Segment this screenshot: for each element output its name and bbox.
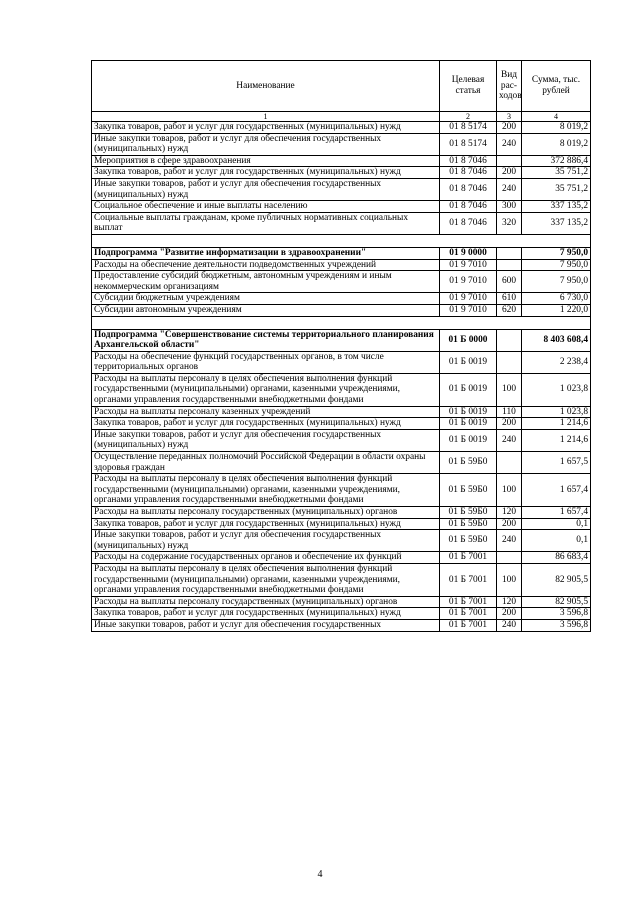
spacer-cell bbox=[92, 316, 591, 329]
row-sum: 1 657,4 bbox=[522, 507, 591, 519]
table-row bbox=[92, 271, 591, 293]
table-row bbox=[92, 418, 591, 430]
row-sum: 1 214,6 bbox=[522, 418, 591, 430]
row-sum: 2 238,4 bbox=[522, 351, 591, 373]
row-expense-kind bbox=[497, 259, 522, 271]
row-sum: 0,1 bbox=[522, 530, 591, 552]
row-expense-kind: 240 bbox=[497, 530, 522, 552]
row-target-article: 01 8 7046 bbox=[440, 201, 497, 213]
row-name: Подпрограмма "Совершенствование системы территориального планирования Архангельской области" bbox=[92, 329, 440, 351]
row-sum: 3 596,8 bbox=[522, 608, 591, 620]
table-row bbox=[92, 619, 591, 631]
row-expense-kind bbox=[497, 351, 522, 373]
row-target-article: 01 Б 7001 bbox=[440, 608, 497, 620]
row-name: Расходы на выплаты персоналу в целях обеспечения выполнения функций государственными (муниципальными) органами, казенными учреждениями, органами управления государственными внебюджетными фондами bbox=[92, 563, 440, 596]
table-row bbox=[92, 304, 591, 316]
spacer-row bbox=[92, 234, 591, 247]
row-target-article: 01 8 5174 bbox=[440, 122, 497, 134]
table-row bbox=[92, 474, 591, 507]
row-target-article: 01 9 7010 bbox=[440, 293, 497, 305]
row-target-article: 01 8 7046 bbox=[440, 212, 497, 234]
row-sum: 1 023,8 bbox=[522, 406, 591, 418]
column-number: 4 bbox=[522, 112, 591, 122]
header-name: Наименование bbox=[92, 61, 440, 112]
row-expense-kind: 100 bbox=[497, 474, 522, 507]
row-name: Закупка товаров, работ и услуг для государственных (муниципальных) нужд bbox=[92, 122, 440, 134]
row-target-article: 01 Б 59Б0 bbox=[440, 452, 497, 474]
row-sum: 8 403 608,4 bbox=[522, 329, 591, 351]
row-expense-kind bbox=[497, 329, 522, 351]
row-expense-kind: 240 bbox=[497, 429, 522, 451]
row-expense-kind: 240 bbox=[497, 178, 522, 200]
table-row bbox=[92, 133, 591, 155]
column-number: 2 bbox=[440, 112, 497, 122]
row-name: Осуществление переданных полномочий Российской Федерации в области охраны здоровья граждан bbox=[92, 452, 440, 474]
row-name: Подпрограмма "Развитие информатизации в здравоохранении" bbox=[92, 247, 440, 259]
row-sum: 372 886,4 bbox=[522, 155, 591, 167]
row-sum: 86 683,4 bbox=[522, 552, 591, 564]
row-name: Расходы на выплаты персоналу государственных (муниципальных) органов bbox=[92, 596, 440, 608]
header-target-article: Целевая статья bbox=[440, 61, 497, 112]
row-target-article: 01 Б 0019 bbox=[440, 373, 497, 406]
row-sum: 1 657,5 bbox=[522, 452, 591, 474]
row-name: Закупка товаров, работ и услуг для государственных (муниципальных) нужд bbox=[92, 418, 440, 430]
budget-table bbox=[91, 60, 591, 632]
row-target-article: 01 Б 0019 bbox=[440, 429, 497, 451]
table-row bbox=[92, 178, 591, 200]
table-row bbox=[92, 373, 591, 406]
row-sum: 337 135,2 bbox=[522, 201, 591, 213]
table-row bbox=[92, 167, 591, 179]
row-target-article: 01 Б 0019 bbox=[440, 406, 497, 418]
row-name: Расходы на обеспечение функций государственных органов, в том числе территориальных органов bbox=[92, 351, 440, 373]
row-sum: 0,1 bbox=[522, 518, 591, 530]
row-expense-kind: 240 bbox=[497, 133, 522, 155]
row-expense-kind: 120 bbox=[497, 507, 522, 519]
table-row bbox=[92, 452, 591, 474]
row-expense-kind: 610 bbox=[497, 293, 522, 305]
row-target-article: 01 Б 59Б0 bbox=[440, 507, 497, 519]
row-expense-kind bbox=[497, 452, 522, 474]
table-row bbox=[92, 212, 591, 234]
table-row bbox=[92, 155, 591, 167]
row-sum: 35 751,2 bbox=[522, 167, 591, 179]
row-sum: 1 657,4 bbox=[522, 474, 591, 507]
row-expense-kind: 200 bbox=[497, 608, 522, 620]
subprogram-row bbox=[92, 329, 591, 351]
row-name: Социальные выплаты гражданам, кроме публичных нормативных социальных выплат bbox=[92, 212, 440, 234]
header-expense-kind: Вид рас-ходов bbox=[497, 61, 522, 112]
row-target-article: 01 Б 0019 bbox=[440, 351, 497, 373]
row-name: Закупка товаров, работ и услуг для государственных (муниципальных) нужд bbox=[92, 518, 440, 530]
row-target-article: 01 Б 59Б0 bbox=[440, 518, 497, 530]
table-row bbox=[92, 530, 591, 552]
table-row bbox=[92, 563, 591, 596]
row-name: Иные закупки товаров, работ и услуг для обеспечения государственных (муниципальных) нужд bbox=[92, 530, 440, 552]
row-target-article: 01 Б 59Б0 bbox=[440, 530, 497, 552]
row-sum: 3 596,8 bbox=[522, 619, 591, 631]
row-target-article: 01 9 7010 bbox=[440, 259, 497, 271]
row-name: Иные закупки товаров, работ и услуг для обеспечения государственных (муниципальных) нужд bbox=[92, 429, 440, 451]
row-sum: 35 751,2 bbox=[522, 178, 591, 200]
row-expense-kind bbox=[497, 552, 522, 564]
row-name: Расходы на обеспечение деятельности подведомственных учреждений bbox=[92, 259, 440, 271]
row-sum: 337 135,2 bbox=[522, 212, 591, 234]
row-target-article: 01 Б 7001 bbox=[440, 619, 497, 631]
spacer-row bbox=[92, 316, 591, 329]
row-target-article: 01 Б 7001 bbox=[440, 563, 497, 596]
row-name: Расходы на выплаты персоналу в целях обеспечения выполнения функций государственными (муниципальными) органами, казенными учреждениями, органами управления государственными внебюджетными фондами bbox=[92, 474, 440, 507]
row-expense-kind: 100 bbox=[497, 373, 522, 406]
row-sum: 8 019,2 bbox=[522, 133, 591, 155]
row-name: Субсидии бюджетным учреждениям bbox=[92, 293, 440, 305]
row-expense-kind: 300 bbox=[497, 201, 522, 213]
table-row bbox=[92, 552, 591, 564]
row-target-article: 01 Б 7001 bbox=[440, 552, 497, 564]
table-row bbox=[92, 518, 591, 530]
row-expense-kind: 600 bbox=[497, 271, 522, 293]
row-sum: 82 905,5 bbox=[522, 563, 591, 596]
row-sum: 7 950,0 bbox=[522, 247, 591, 259]
spacer-cell bbox=[92, 234, 591, 247]
column-number: 1 bbox=[92, 112, 440, 122]
row-sum: 6 730,0 bbox=[522, 293, 591, 305]
row-expense-kind: 240 bbox=[497, 619, 522, 631]
row-expense-kind: 620 bbox=[497, 304, 522, 316]
row-sum: 7 950,0 bbox=[522, 259, 591, 271]
row-target-article: 01 Б 59Б0 bbox=[440, 474, 497, 507]
row-expense-kind bbox=[497, 247, 522, 259]
row-name: Расходы на выплаты персоналу государственных (муниципальных) органов bbox=[92, 507, 440, 519]
row-target-article: 01 9 0000 bbox=[440, 247, 497, 259]
row-name: Субсидии автономным учреждениям bbox=[92, 304, 440, 316]
row-expense-kind bbox=[497, 155, 522, 167]
row-target-article: 01 Б 0000 bbox=[440, 329, 497, 351]
table-row bbox=[92, 429, 591, 451]
table-header-row bbox=[92, 61, 591, 112]
row-target-article: 01 Б 0019 bbox=[440, 418, 497, 430]
row-name: Расходы на выплаты персоналу казенных учреждений bbox=[92, 406, 440, 418]
row-expense-kind: 200 bbox=[497, 122, 522, 134]
subprogram-row bbox=[92, 247, 591, 259]
row-name: Закупка товаров, работ и услуг для государственных (муниципальных) нужд bbox=[92, 608, 440, 620]
row-name: Расходы на выплаты персоналу в целях обеспечения выполнения функций государственными (муниципальными) органами, казенными учреждениями, органами управления государственными внебюджетными фондами bbox=[92, 373, 440, 406]
row-expense-kind: 200 bbox=[497, 418, 522, 430]
row-expense-kind: 100 bbox=[497, 563, 522, 596]
row-target-article: 01 8 7046 bbox=[440, 178, 497, 200]
row-target-article: 01 9 7010 bbox=[440, 304, 497, 316]
row-target-article: 01 8 5174 bbox=[440, 133, 497, 155]
column-number-row bbox=[92, 112, 591, 122]
row-sum: 1 023,8 bbox=[522, 373, 591, 406]
row-name: Мероприятия в сфере здравоохранения bbox=[92, 155, 440, 167]
row-name: Иные закупки товаров, работ и услуг для обеспечения государственных (муниципальных) нужд bbox=[92, 133, 440, 155]
row-sum: 7 950,0 bbox=[522, 271, 591, 293]
table-row bbox=[92, 406, 591, 418]
row-name: Иные закупки товаров, работ и услуг для обеспечения государственных (муниципальных) нужд bbox=[92, 178, 440, 200]
row-target-article: 01 9 7010 bbox=[440, 271, 497, 293]
row-expense-kind: 320 bbox=[497, 212, 522, 234]
table-row bbox=[92, 507, 591, 519]
row-target-article: 01 8 7046 bbox=[440, 155, 497, 167]
row-expense-kind: 200 bbox=[497, 518, 522, 530]
page-number: 4 bbox=[317, 869, 323, 880]
table-row bbox=[92, 293, 591, 305]
table-row bbox=[92, 351, 591, 373]
table-row bbox=[92, 596, 591, 608]
row-name: Иные закупки товаров, работ и услуг для обеспечения государственных bbox=[92, 619, 440, 631]
row-sum: 1 220,0 bbox=[522, 304, 591, 316]
table-row bbox=[92, 201, 591, 213]
table-row bbox=[92, 608, 591, 620]
row-target-article: 01 8 7046 bbox=[440, 167, 497, 179]
row-expense-kind: 200 bbox=[497, 167, 522, 179]
column-number: 3 bbox=[497, 112, 522, 122]
table-row bbox=[92, 122, 591, 134]
row-expense-kind: 120 bbox=[497, 596, 522, 608]
row-name: Социальное обеспечение и иные выплаты населению bbox=[92, 201, 440, 213]
table-row bbox=[92, 259, 591, 271]
row-expense-kind: 110 bbox=[497, 406, 522, 418]
row-sum: 1 214,6 bbox=[522, 429, 591, 451]
row-name: Предоставление субсидий бюджетным, автономным учреждениям и иным некоммерческим организациям bbox=[92, 271, 440, 293]
header-sum: Сумма, тыс. рублей bbox=[522, 61, 591, 112]
row-target-article: 01 Б 7001 bbox=[440, 596, 497, 608]
row-sum: 82 905,5 bbox=[522, 596, 591, 608]
row-name: Закупка товаров, работ и услуг для государственных (муниципальных) нужд bbox=[92, 167, 440, 179]
row-name: Расходы на содержание государственных органов и обеспечение их функций bbox=[92, 552, 440, 564]
row-sum: 8 019,2 bbox=[522, 122, 591, 134]
